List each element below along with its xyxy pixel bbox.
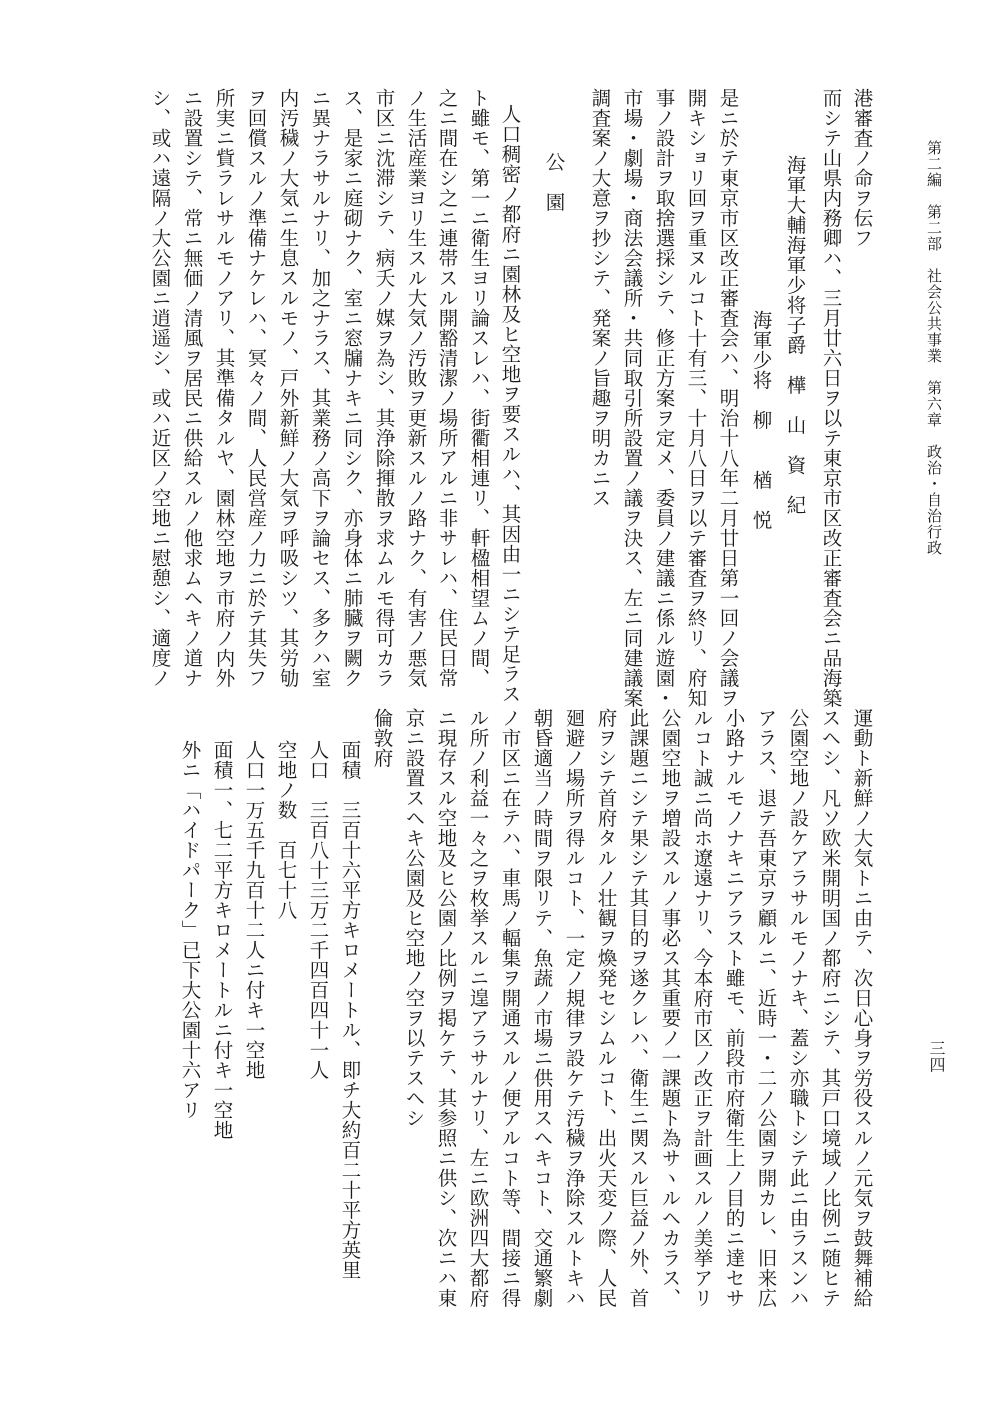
stat-line: 面積 三百十六平方キロメートル、即チ大約百二十平方英里: [338, 740, 362, 1280]
text-column: 公園空地ノ設ケアラサルモノナキ、蓋シ亦職トシテ此ニ由ラスンハ: [786, 708, 810, 1308]
city-heading: 倫敦府: [370, 708, 394, 768]
section-heading: 公 園: [542, 152, 566, 212]
text-column: ノ生活産業ヨリ生スル大気ノ汚敗ヲ更新スルノ路ナク、有害ノ悪気: [404, 88, 428, 688]
text-column: アラス、退テ吾東京ヲ顧ルニ、近時一・二ノ公園ヲ開カレ、旧来広: [754, 708, 778, 1308]
text-column: 廻避ノ場所ヲ得ルコト、一定ノ規律ヲ設ケテ汚穢ヲ浄除スルトキハ: [562, 708, 586, 1308]
stat-line: 人口一万五千九百十二人ニ付キ一空地: [242, 740, 266, 1080]
stat-line: 外ニ「ハイドパーク」已下大公園十六アリ: [178, 740, 202, 1120]
text-column: 開キショリ回ヲ重ヌルコト十有三、十月八日ヲ以テ審査ヲ終リ、府知: [684, 88, 708, 708]
text-column: 人口稠密ノ都府ニ園林及ヒ空地ヲ要スルハ、其因由一ニシテ足ラス: [498, 104, 522, 704]
stat-line: 空地ノ数 百七十八: [274, 740, 298, 920]
text-column: ト雖モ、第一ニ衛生ヨリ論スレハ、街衢相連リ、軒楹相望ムノ間、: [467, 88, 491, 688]
text-column: シ、或ハ遠隔ノ大公園ニ逍遥シ、或ハ近区ノ空地ニ慰憩シ、適度ノ: [148, 88, 172, 688]
text-column: 此課題ニシテ果シテ其目的ヲ遂クレハ、衛生ニ関スル巨益ノ外、首: [626, 708, 650, 1308]
text-column: 之ニ間在シ之ニ連帯スル開豁清潔ノ場所アルニ非サレハ、住民日常: [435, 88, 459, 688]
text-column: 京ニ設置スヘキ公園及ヒ空地ノ空ヲ以テスヘシ: [402, 708, 426, 1128]
signature-line: 海軍大輔海軍少将子爵 樺 山 資 紀: [783, 155, 807, 515]
text-column: ニ現存スル空地及ヒ公園ノ比例ヲ掲ケテ、其参照ニ供シ、次ニハ東: [434, 708, 458, 1308]
text-column: 調査案ノ大意ヲ抄シテ、発案ノ旨趣ヲ明カニス: [588, 88, 612, 508]
text-column: 所実ニ貲ラレサルモノアリ、其準備タルヤ、園林空地ヲ市府ノ内外: [212, 88, 236, 688]
text-column: 内汚穢ノ大気ニ生息スルモノ、戸外新鮮ノ大気ヲ呼吸シツ、其労劬: [276, 88, 300, 688]
text-column: 市区ニ沈滞シテ、病夭ノ媒ヲ為シ、其浄除揮散ヲ求ムルモ得可カラ: [372, 88, 396, 688]
text-column: 港審査ノ命ヲ伝フ: [850, 88, 874, 248]
text-column: 市場・劇場・商法会議所・共同取引所設置ノ議ヲ決ス、左ニ同建議案: [620, 88, 644, 708]
text-column: 而シテ山県内務卿ハ、三月廿六日ヲ以テ東京市区改正審査会ニ品海築: [819, 88, 843, 708]
text-column: 府ヲシテ首府タルノ壮観ヲ煥発セシムルコト、出火天変ノ際、人民: [594, 708, 618, 1308]
text-column: 是ニ於テ東京市区改正審査会ハ、明治十八年二月廿日第一回ノ会議ヲ: [716, 88, 740, 708]
text-column: ノ市区ニ在テハ、車馬ノ輻集ヲ開通スルノ便アルコト等、間接ニ得: [498, 708, 522, 1308]
text-column: 小路ナルモノナキニアラスト雖モ、前段市府衛生上ノ目的ニ達セサ: [722, 708, 746, 1308]
page-number: 三四: [927, 1040, 946, 1073]
text-column: ヲ回償スルノ準備ナケレハ、冥々ノ間、人民営産ノ力ニ於テ其失フ: [244, 88, 268, 688]
text-column: ルコト誠ニ尚ホ遼遠ナリ、今本府市区ノ改正ヲ計画スルノ美挙アリ: [690, 708, 714, 1308]
text-column: ス、是家ニ庭砌ナク、室ニ窓牖ナキニ同シク、亦身体ニ肺臓ヲ闕ク: [340, 88, 364, 688]
stat-line: 面積一、七二平方キロメートルニ付キ一空地: [210, 740, 234, 1140]
text-column: 運動ト新鮮ノ大気トニ由テ、次日心身ヲ労役スルノ元気ヲ鼓舞補給: [850, 708, 874, 1308]
text-column: ニ異ナラサルナリ、加之ナラス、其業務ノ高下ヲ論セス、多クハ室: [308, 88, 332, 688]
text-column: 公園空地ヲ増設スルノ事必ス其重要ノ一課題ト為サヽルヘカラス、: [658, 708, 682, 1308]
text-column: ル所ノ利益一々之ヲ枚挙スルニ遑アラサルナリ、左ニ欧洲四大都府: [466, 708, 490, 1308]
signature-line: 海軍少将 柳 楢 悦: [749, 310, 773, 530]
text-column: 朝昏適当ノ時間ヲ限リテ、魚蔬ノ市場ニ供用スヘキコト、交通繁劇: [530, 708, 554, 1308]
running-head: 第二編 第二部 社会公共事業 第六章 政治・自治行政: [925, 140, 943, 556]
text-column: 事ノ設計ヲ取捨選採シテ、修正方案ヲ定メ、委員ノ建議ニ係ル遊園・: [652, 88, 676, 708]
text-column: スヘシ、凡ソ欧米開明国ノ都府ニシテ、其戸口境域ノ比例ニ随ヒテ: [818, 708, 842, 1308]
text-column: ニ設置シテ、常ニ無価ノ清風ヲ居民ニ供給スルノ他求ムヘキノ道ナ: [180, 88, 204, 688]
stat-line: 人口 三百八十三万二千四百四十一人: [306, 740, 330, 1080]
